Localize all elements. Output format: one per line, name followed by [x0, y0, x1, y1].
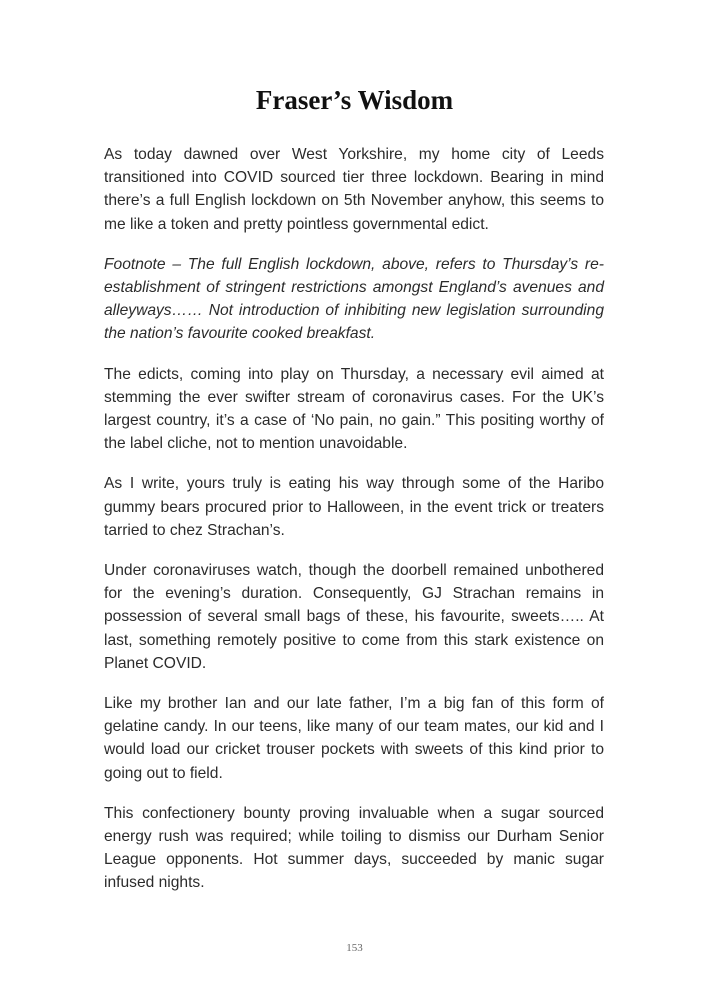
- body-text: [104, 143, 604, 912]
- footnote-paragraph: Footnote – The full English lockdown, above, refers to Thursday’s re-establishment of stringent restrictions amongst England’s avenues and alleyways…… Not introduction of inhibiting new legislation surrounding the nation’s favourite cooked breakfast.: [104, 255, 604, 343]
- paragraph-5: Under coronaviruses watch, though the doorbell remained unbothered for the evening’s duration. Consequently, GJ Strachan remains in possession of several small bags of these, his favourite, sweets….. At last, something remotely positive to come from this stark existence on Planet COVID.: [104, 562, 604, 672]
- paragraph-3: The edicts, coming into play on Thursday, a necessary evil aimed at stemming the ever swifter stream of coronavirus cases. For the UK’s largest country, it’s a case of ‘No pain, no gain.” This positing worthy of the label cliche, not to mention unavoidable.: [104, 365, 604, 453]
- page-number: 153: [346, 942, 363, 954]
- paragraph-1: As today dawned over West Yorkshire, my home city of Leeds transitioned into COVID sourced tier three lockdown. Bearing in mind there’s a full English lockdown on 5th November anyhow, this seems to me like a token and pretty pointless governmental edict.: [104, 146, 604, 233]
- paragraph-4: As I write, yours truly is eating his way through some of the Haribo gummy bears procured prior to Halloween, in the event trick or treaters tarried to chez Strachan’s.: [104, 475, 604, 539]
- page-title: Fraser’s Wisdom: [255, 85, 454, 115]
- paragraph-6: Like my brother Ian and our late father, I’m a big fan of this form of gelatine candy. In our teens, like many of our team mates, our kid and I would load our cricket trouser pockets with sweets of this kind prior to going out to field.: [104, 695, 604, 782]
- paragraph-7: This confectionery bounty proving invaluable when a sugar sourced energy rush was required; while toiling to dismiss our Durham Senior League opponents. Hot summer days, succeeded by manic sugar infused nights.: [104, 804, 604, 892]
